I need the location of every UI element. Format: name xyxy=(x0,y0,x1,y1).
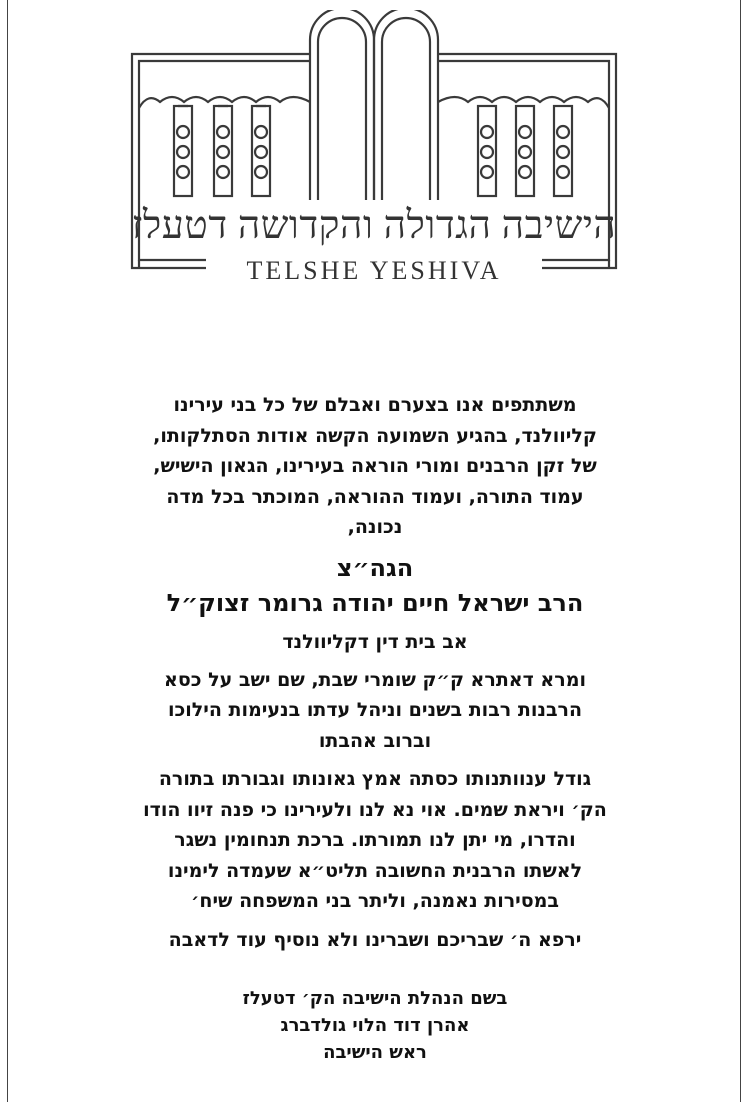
praise-paragraph xyxy=(20,764,730,917)
text-line: לאשתו הרבנית החשובה תליט״א שעמדה לימינו xyxy=(167,859,583,882)
text-line: הק׳ ויראת שמים. אוי נא לנו ולעירינו כי פנה זיוו הודו xyxy=(143,798,607,821)
text-line: נכונה, xyxy=(347,516,403,538)
signature-line: בשם הנהלת הישיבה הק׳ דטעלז xyxy=(242,987,508,1009)
opening-paragraph xyxy=(20,390,730,543)
logo-english-name: TELSHE YESHIVA xyxy=(246,256,502,285)
logo-hebrew-name: הישיבה הגדולה והקדושה דטעלז xyxy=(131,204,617,247)
honorific-title: הגה״צ xyxy=(336,553,414,582)
signature-block xyxy=(20,985,730,1066)
position-title: אב בית דין דקליוולנד xyxy=(282,630,468,653)
signature-line: ראש הישיבה xyxy=(323,1041,427,1063)
blessing-line: ירפא ה׳ שבריכם ושברינו ולא נוסיף עוד לדאבה xyxy=(168,928,582,951)
community-paragraph xyxy=(20,665,730,757)
text-line: ומרא דאתרא ק״ק שומרי שבת, שם ישב על כסא xyxy=(164,668,586,691)
text-line: וברוב אהבתו xyxy=(318,729,432,752)
text-line: משתתפים אנו בצערם ואבלם של כל בני עירינו xyxy=(173,394,577,416)
condolence-notice xyxy=(20,390,730,1066)
text-line: קליוולנד, בהגיע השמועה הקשה אודות הסתלקותו, xyxy=(153,424,597,447)
text-line: גודל ענוותנותו כסתה אמץ גאונותו וגבורתו בתורה xyxy=(158,768,592,790)
text-line: עמוד התורה, ועמוד ההוראה, המוכתר בכל מדה xyxy=(166,485,584,508)
deceased-name: הרב ישראל חיים יהודה גרומר זצוק״ל xyxy=(166,588,584,617)
text-line: הרבנות רבות בשנים וניהל עדתו בנעימות הילוכו xyxy=(167,699,583,721)
text-line: של זקן הרבנים ומורי הוראה בעירינו, הגאון הישיש, xyxy=(153,455,597,477)
telshe-yeshiva-logo xyxy=(128,10,620,285)
text-line: במסירות נאמנה, וליתר בני המשפחה שיח׳ xyxy=(190,890,560,912)
text-line: והדרו, מי יתן לנו תמורתו. ברכת תנחומין נשגר xyxy=(174,829,576,851)
signature-line: אהרן דוד הלוי גולדברג xyxy=(280,1014,470,1036)
